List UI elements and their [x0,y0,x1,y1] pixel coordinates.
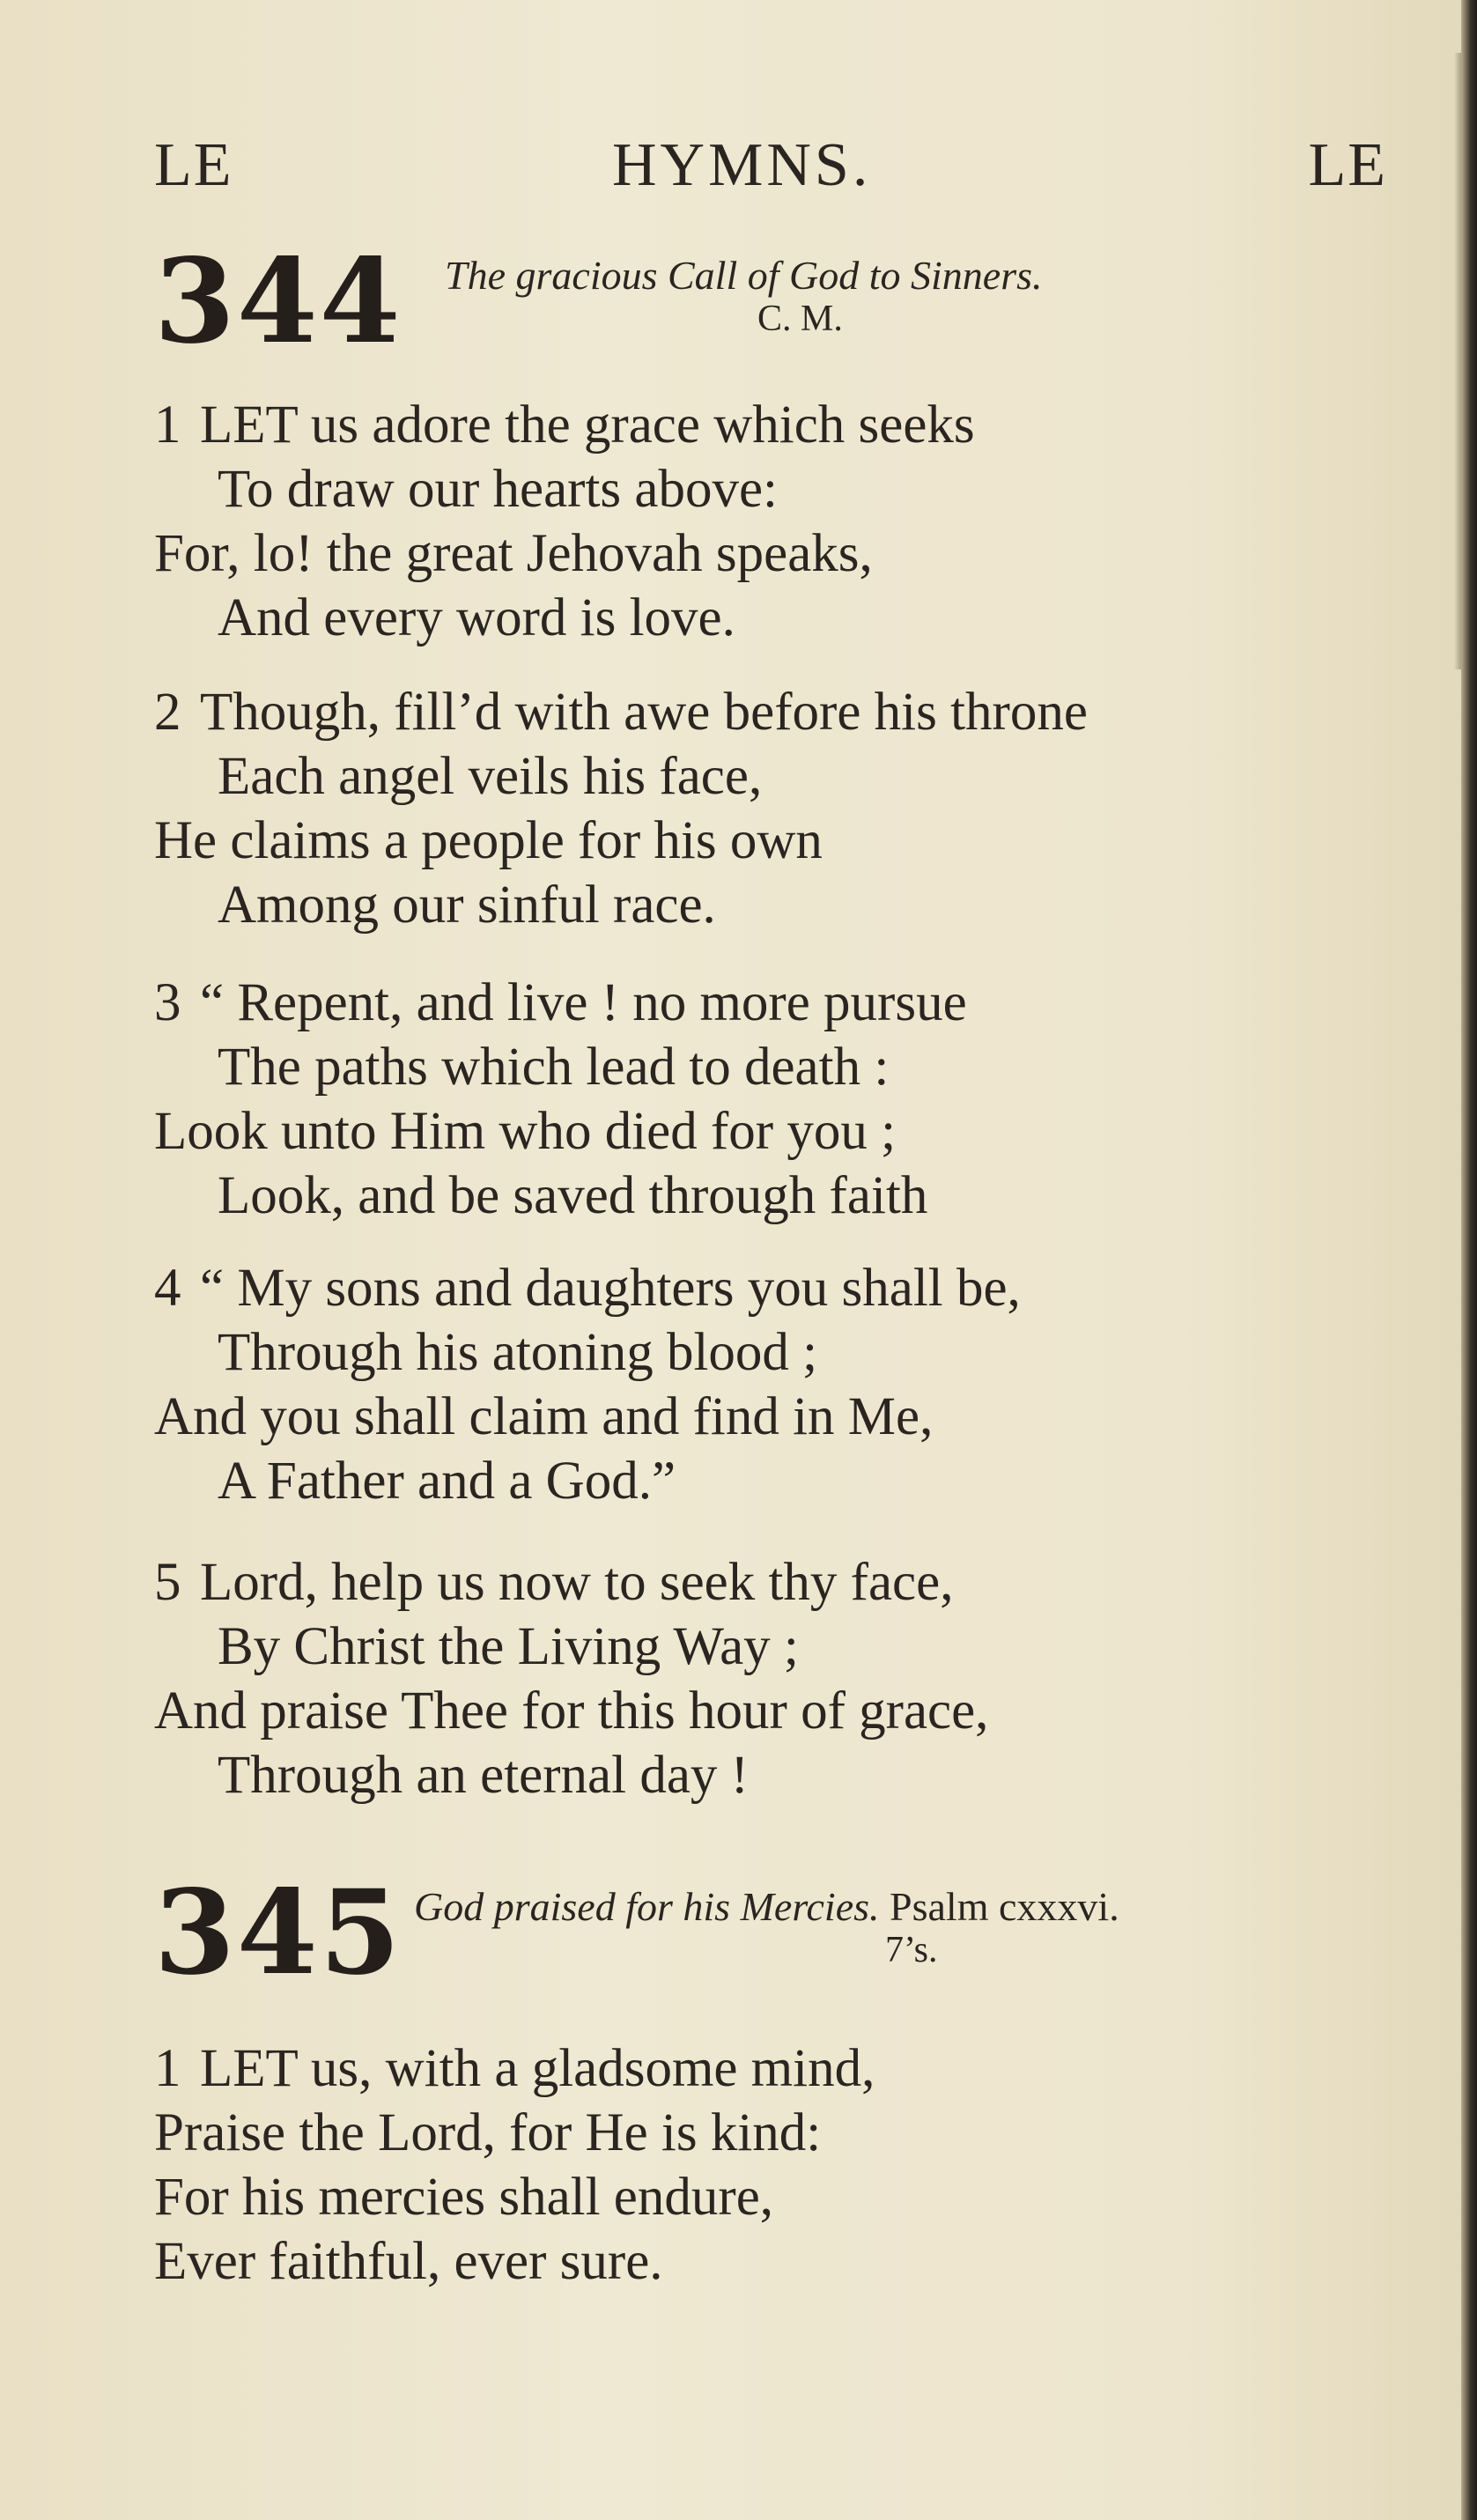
hymn-344-verse-2 [154,680,1405,937]
verse-line-text: Lord, help us now to seek thy face, [200,1553,954,1612]
verse-number: 4 [154,1259,181,1318]
verse-line [154,2036,1405,2101]
verse-line-text: “ My sons and daughters you shall be, [200,1259,1021,1318]
verse-number: 2 [154,683,181,742]
verse-line [154,393,1405,457]
verse-line: Through his atoning blood ; [218,1323,818,1382]
verse-line: And praise Thee for this hour of grace, [154,1681,989,1740]
verse-line: By Christ the Living Way ; [218,1617,799,1676]
verse-line: Look, and be saved through faith [218,1166,928,1225]
verse-line: Each angel veils his face, [218,747,763,806]
verse-line: And you shall claim and find in Me, [154,1387,934,1446]
hymn-meter: 7’s. [885,1930,938,1970]
hymn-title-line [414,1883,1119,1930]
hymn-title: The gracious Call of God to Sinners. [445,253,1043,298]
hymn-344-verse-4 [154,1256,1405,1513]
hymn-344-verse-5 [154,1550,1405,1807]
verse-line [154,971,1405,1035]
hymn-meter: C. M. [757,299,843,339]
verse-line [154,680,1405,744]
verse-line-text: LET us, with a gladsome mind, [200,2039,875,2098]
verse-line: The paths which lead to death : [218,1038,890,1097]
verse-line: For, lo! the great Jehovah speaks, [154,524,873,583]
verse-line-text: LET us adore the grace which seeks [200,395,975,454]
running-header-left: LE [154,131,233,199]
verse-line [154,1256,1405,1320]
hymn-345-verse-1 [154,2036,1405,2294]
verse-line: And every word is love. [218,588,735,647]
hymn-344-verse-1 [154,393,1405,650]
verse-line: He claims a people for his own [154,811,823,870]
page-edge-shadow [1461,0,1477,2520]
verse-line-text: Though, fill’d with awe before his throne [200,683,1088,742]
hymn-number: 345 [154,1865,402,2001]
hymn-344-verse-3 [154,971,1405,1228]
verse-line: Ever faithful, ever sure. [154,2232,663,2291]
running-header [154,130,1387,201]
hymn-title: God praised for his Mercies. [414,1884,880,1929]
verse-line-text: “ Repent, and live ! no more pursue [200,973,967,1032]
running-header-right: LE [1308,131,1387,199]
verse-line: Look unto Him who died for you ; [154,1102,897,1161]
verse-number: 1 [154,2039,181,2098]
verse-line: Praise the Lord, for He is kind: [154,2103,822,2162]
verse-line: Among our sinful race. [218,876,716,935]
verse-line: To draw our hearts above: [218,460,779,519]
verse-line: For his mercies shall endure, [154,2168,774,2227]
hymn-345-heading [154,1865,1405,2001]
verse-number: 3 [154,973,181,1032]
hymn-reference: Psalm cxxxvi. [890,1884,1119,1929]
verse-line: A Father and a God.” [218,1452,676,1511]
page-edge-gradient [1454,53,1461,669]
verse-number: 5 [154,1553,181,1612]
hymn-344-heading [154,233,1405,370]
hymn-number: 344 [154,233,402,370]
verse-number: 1 [154,395,181,454]
running-header-title: HYMNS. [612,131,872,199]
verse-line: Through an eternal day ! [218,1746,749,1805]
verse-line [154,1550,1405,1615]
